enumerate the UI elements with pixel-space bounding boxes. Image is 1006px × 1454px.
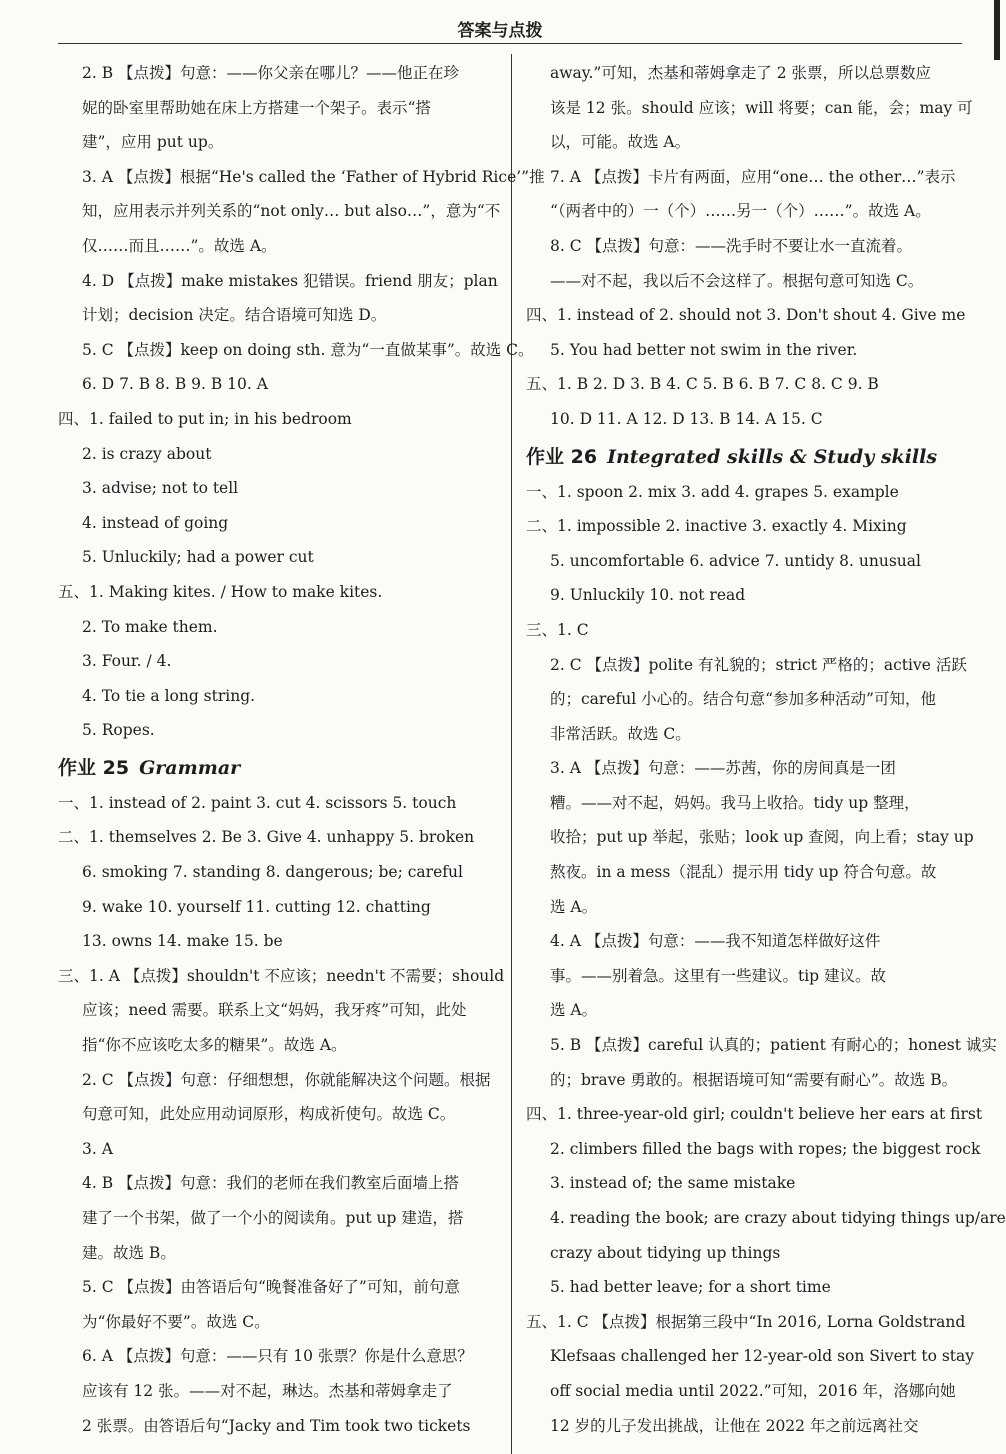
answer-line: 3. instead of; the same mistake xyxy=(550,1174,796,1193)
answer-line: 2. C 【点拨】polite 有礼貌的；strict 严格的；active 活跃 xyxy=(550,655,967,674)
answer-line: 熬夜。in a mess（混乱）提示用 tidy up 符合句意。故 xyxy=(550,863,937,882)
answer-line: 2. is crazy about xyxy=(82,444,212,463)
answer-line: 5. uncomfortable 6. advice 7. untidy 8. unusual xyxy=(550,551,921,570)
answer-line: 建。故选 B。 xyxy=(82,1243,176,1262)
answer-line: 应该有 12 张。——对不起，琳达。杰基和蒂姆拿走了 xyxy=(82,1381,453,1400)
answer-line: 5. had better leave; for a short time xyxy=(550,1278,831,1297)
answer-line: off social media until 2022.”可知，2016 年，洛娜向她 xyxy=(550,1381,956,1400)
answer-line: 建”，应用 put up。 xyxy=(82,133,224,152)
answer-line: 4. A 【点拨】句意：——我不知道怎样做好这件 xyxy=(550,932,881,951)
answer-line: 一、1. instead of 2. paint 3. cut 4. scissors 5. touch xyxy=(58,793,457,812)
answer-line: 的；brave 勇敢的。根据语境可知“需要有耐心”。故选 B。 xyxy=(550,1070,958,1089)
left-column xyxy=(58,56,545,1443)
answer-line: 四、1. failed to put in; in his bedroom xyxy=(58,409,352,428)
answer-line: 2. C 【点拨】句意：仔细想想，你就能解决这个问题。根据 xyxy=(82,1070,491,1089)
answer-line: 事。——别着急。这里有一些建议。tip 建议。故 xyxy=(550,966,887,985)
section-heading xyxy=(58,748,498,786)
answer-line: 4. D 【点拨】make mistakes 犯错误。friend 朋友；plan xyxy=(82,271,498,290)
section-label: 作业 26 xyxy=(526,445,598,468)
answer-line: 五、1. C 【点拨】根据第三段中“In 2016, Lorna Goldstrand xyxy=(526,1312,966,1331)
answer-line: 糟。——对不起，妈妈。我马上收拾。tidy up 整理， xyxy=(550,793,920,812)
answer-line: 2. B 【点拨】句意：——你父亲在哪儿？——他正在珍 xyxy=(82,64,460,82)
answer-line: 3. A 【点拨】根据“He's called the ‘Father of Hybrid Rice’”推 xyxy=(82,167,545,186)
answer-line: 一、1. spoon 2. mix 3. add 4. grapes 5. example xyxy=(526,482,899,501)
answer-line: 四、1. three-year-old girl; couldn't believe her ears at first xyxy=(526,1105,983,1124)
answer-line: 指“你不应该吃太多的糖果”。故选 A。 xyxy=(82,1036,347,1055)
answer-line: 三、1. C xyxy=(526,620,589,639)
section-label: 作业 25 xyxy=(58,756,130,779)
section-title: Grammar xyxy=(139,756,241,779)
answer-line: 2. To make them. xyxy=(82,617,218,636)
answer-line: 五、1. B 2. D 3. B 4. C 5. B 6. B 7. C 8. C 9. B xyxy=(526,375,879,394)
answer-line: 8. C 【点拨】句意：——洗手时不要让水一直流着。 xyxy=(550,236,913,255)
answer-line: 4. instead of going xyxy=(82,513,229,532)
answer-line: 收拾；put up 举起，张贴；look up 查阅，向上看；stay up xyxy=(550,828,974,847)
answer-line: 该是 12 张。should 应该；will 将要；can 能，会；may 可 xyxy=(550,98,973,117)
answer-line: “（两者中的）一（个）……另一（个）……”。故选 A。 xyxy=(550,202,931,221)
answer-line: 仅……而且……”。故选 A。 xyxy=(82,236,277,255)
answer-line: 3. Four. / 4. xyxy=(82,652,172,671)
answer-line: 3. A 【点拨】句意：——苏茜，你的房间真是一团 xyxy=(550,759,896,778)
column-divider xyxy=(511,54,512,1454)
answer-line: 建了一个书架，做了一个小的阅读角。put up 建造，搭 xyxy=(82,1209,464,1227)
section-title: Integrated skills & Study skills xyxy=(607,445,938,468)
answer-line: 为“你最好不要”。故选 C。 xyxy=(82,1312,270,1331)
answer-line: 13. owns 14. make 15. be xyxy=(82,932,283,951)
answer-line: 3. advise; not to tell xyxy=(82,479,239,498)
answer-line: 5. You had better not swim in the river. xyxy=(550,340,858,359)
answer-line: 妮的卧室里帮助她在床上方搭建一个架子。表示“搭 xyxy=(82,98,431,117)
answer-line: 4. reading the book; are crazy about tidying things up/are xyxy=(550,1209,1006,1227)
page-title: 答案与点拨 xyxy=(457,21,543,41)
answer-line: 选 A。 xyxy=(550,1001,598,1020)
answer-line: 5. Ropes. xyxy=(82,721,155,740)
answer-line: Klefsaas challenged her 12-year-old son Sivert to stay xyxy=(550,1347,975,1366)
page-edge-mark xyxy=(994,0,1000,60)
answer-line: 四、1. instead of 2. should not 3. Don't shout 4. Give me xyxy=(526,306,966,325)
section-heading xyxy=(526,437,966,475)
right-column xyxy=(526,56,1006,1443)
answer-line: 5. B 【点拨】careful 认真的；patient 有耐心的；honest 诚实 xyxy=(550,1036,997,1055)
header-rule xyxy=(58,43,962,44)
answer-line: 4. To tie a long string. xyxy=(82,686,256,705)
answer-line: 5. C 【点拨】keep on doing sth. 意为“一直做某事”。故选 C。 xyxy=(82,340,534,359)
answer-line: ——对不起，我以后不会这样了。根据句意可知选 C。 xyxy=(550,271,924,290)
answer-line: 句意可知，此处应用动词原形，构成祈使句。故选 C。 xyxy=(82,1105,456,1124)
answer-line: 三、1. A 【点拨】shouldn't 不应该；needn't 不需要；should xyxy=(58,966,505,985)
answer-line: 9. wake 10. yourself 11. cutting 12. chatting xyxy=(82,897,431,916)
answer-line: 二、1. impossible 2. inactive 3. exactly 4. Mixing xyxy=(526,517,907,536)
answer-line: 计划；decision 决定。结合语境可知选 D。 xyxy=(82,306,387,325)
answer-line: 4. B 【点拨】句意：我们的老师在我们教室后面墙上搭 xyxy=(82,1174,460,1193)
answer-line: 的；careful 小心的。结合句意“参加多种活动”可知，他 xyxy=(550,690,936,709)
answer-line: 6. D 7. B 8. B 9. B 10. A xyxy=(82,375,268,394)
answer-line: 6. smoking 7. standing 8. dangerous; be; careful xyxy=(82,863,463,882)
answer-line: 非常活跃。故选 C。 xyxy=(550,724,691,743)
answer-line: crazy about tidying up things xyxy=(550,1243,781,1262)
answer-line: 五、1. Making kites. / How to make kites. xyxy=(58,582,383,601)
answer-line: 选 A。 xyxy=(550,897,598,916)
answer-line: 知，应用表示并列关系的“not only… but also…”，意为“不 xyxy=(82,202,501,221)
answer-line: 3. A xyxy=(82,1139,113,1158)
answer-line: 10. D 11. A 12. D 13. B 14. A 15. C xyxy=(550,409,823,428)
page-header xyxy=(0,0,1000,46)
answer-line: away.”可知，杰基和蒂姆拿走了 2 张票，所以总票数应 xyxy=(550,64,932,82)
answer-line: 2 张票。由答语后句“Jacky and Tim took two tickets xyxy=(82,1416,471,1435)
answer-line: 6. A 【点拨】句意：——只有 10 张票？你是什么意思？ xyxy=(82,1347,473,1366)
answer-line: 二、1. themselves 2. Be 3. Give 4. unhappy 5. broken xyxy=(58,828,475,847)
answer-line: 12 岁的儿子发出挑战，让他在 2022 年之前远离社交 xyxy=(550,1416,919,1435)
answer-line: 以，可能。故选 A。 xyxy=(550,133,691,152)
answer-line: 应该；need 需要。联系上文“妈妈，我牙疼”可知，此处 xyxy=(82,1001,467,1020)
answer-line: 2. climbers filled the bags with ropes; the biggest rock xyxy=(550,1139,981,1158)
answer-line: 5. Unluckily; had a power cut xyxy=(82,548,314,567)
answer-line: 5. C 【点拨】由答语后句“晚餐准备好了”可知，前句意 xyxy=(82,1278,460,1297)
answer-line: 7. A 【点拨】卡片有两面，应用“one… the other…”表示 xyxy=(550,167,956,186)
answer-line: 9. Unluckily 10. not read xyxy=(550,586,746,605)
